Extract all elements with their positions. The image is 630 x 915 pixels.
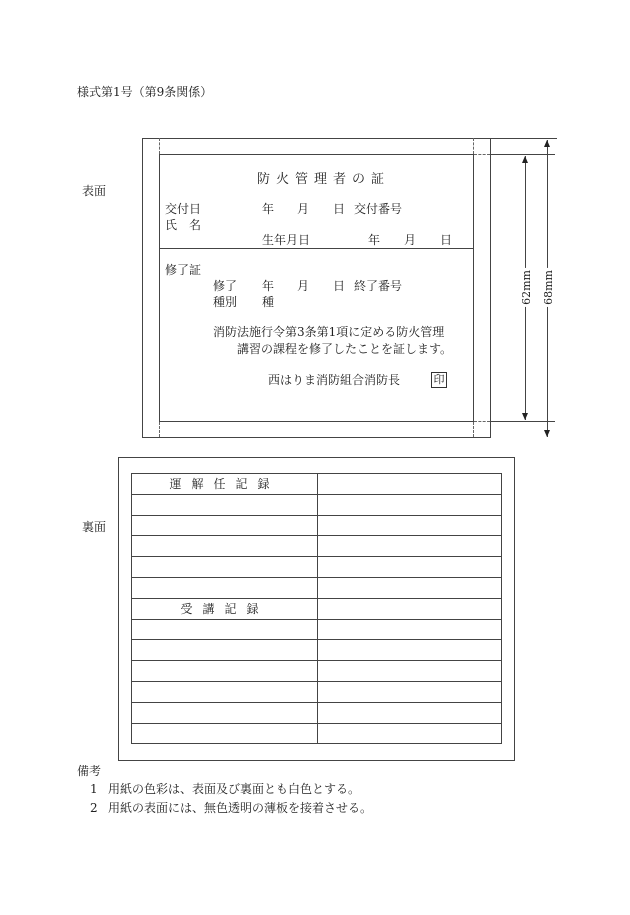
completion-number-label: 終了番号 bbox=[354, 279, 403, 293]
section-header-appointment: 運解任記録 bbox=[132, 474, 318, 495]
table-row bbox=[132, 557, 502, 578]
table-row bbox=[132, 681, 502, 702]
table-row bbox=[132, 577, 502, 598]
completion-label: 修了 bbox=[213, 279, 238, 293]
note-text: 用紙の表面には、無色透明の薄板を接着させる。 bbox=[108, 801, 373, 815]
completion-cert-label: 修了証 bbox=[165, 263, 202, 277]
issuer: 西はりま消防組合消防長 bbox=[268, 373, 401, 387]
dimension-extension-line bbox=[491, 138, 557, 139]
cut-guide bbox=[474, 421, 490, 422]
statement-line-2: 講習の課程を修了したことを証します。 bbox=[237, 342, 453, 356]
table-row bbox=[132, 515, 502, 536]
dimension-label-68: 68mm bbox=[541, 270, 555, 305]
arrow-up-icon bbox=[522, 156, 528, 163]
statement-line-1: 消防法施行令第3条第1項に定める防火管理 bbox=[213, 325, 445, 339]
notes-heading: 備考 bbox=[77, 764, 102, 778]
dimension-label-62: 62mm bbox=[519, 270, 533, 305]
dimension-extension-line bbox=[491, 154, 555, 155]
table-row bbox=[132, 661, 502, 682]
table-row bbox=[132, 536, 502, 557]
day-label: 日 bbox=[333, 279, 346, 293]
arrow-up-icon bbox=[544, 140, 550, 147]
table-row bbox=[132, 494, 502, 515]
card-title: 防火管理者の証 bbox=[257, 172, 391, 187]
cut-guide bbox=[473, 138, 474, 154]
table-row bbox=[132, 702, 502, 723]
year-label: 年 bbox=[262, 279, 275, 293]
note-text: 用紙の色彩は、表面及び裏面とも白色とする。 bbox=[108, 782, 361, 796]
issue-number-label: 交付番号 bbox=[354, 202, 403, 216]
arrow-down-icon bbox=[544, 430, 550, 437]
section-header-training: 受講記録 bbox=[132, 598, 318, 619]
type-unit: 種 bbox=[262, 295, 275, 309]
table-row bbox=[132, 640, 502, 661]
arrow-down-icon bbox=[522, 413, 528, 420]
month-label: 月 bbox=[297, 279, 310, 293]
name-label: 氏 名 bbox=[165, 218, 202, 232]
table-row bbox=[132, 723, 502, 744]
month-label: 月 bbox=[404, 233, 417, 247]
note-number: 1 bbox=[90, 782, 98, 796]
table-row bbox=[132, 474, 502, 495]
day-label: 日 bbox=[440, 233, 453, 247]
table-row bbox=[132, 598, 502, 619]
back-side-label: 裏面 bbox=[82, 520, 107, 534]
dimension-extension-line bbox=[491, 421, 555, 422]
section-divider bbox=[159, 248, 474, 249]
cut-guide bbox=[159, 422, 160, 437]
front-side-label: 表面 bbox=[82, 184, 107, 198]
birthdate-label: 生年月日 bbox=[262, 233, 311, 247]
issue-date-label: 交付日 bbox=[165, 202, 202, 216]
seal-mark: 印 bbox=[431, 372, 447, 388]
cut-guide bbox=[473, 422, 474, 437]
form-number: 様式第1号（第9条関係） bbox=[77, 85, 213, 99]
year-label: 年 bbox=[262, 202, 275, 216]
type-label: 種別 bbox=[213, 295, 238, 309]
record-table bbox=[131, 473, 502, 744]
cut-guide bbox=[474, 154, 490, 155]
cut-guide bbox=[159, 138, 160, 154]
month-label: 月 bbox=[297, 202, 310, 216]
table-row bbox=[132, 619, 502, 640]
year-label: 年 bbox=[368, 233, 381, 247]
note-number: 2 bbox=[90, 801, 98, 815]
day-label: 日 bbox=[333, 202, 346, 216]
